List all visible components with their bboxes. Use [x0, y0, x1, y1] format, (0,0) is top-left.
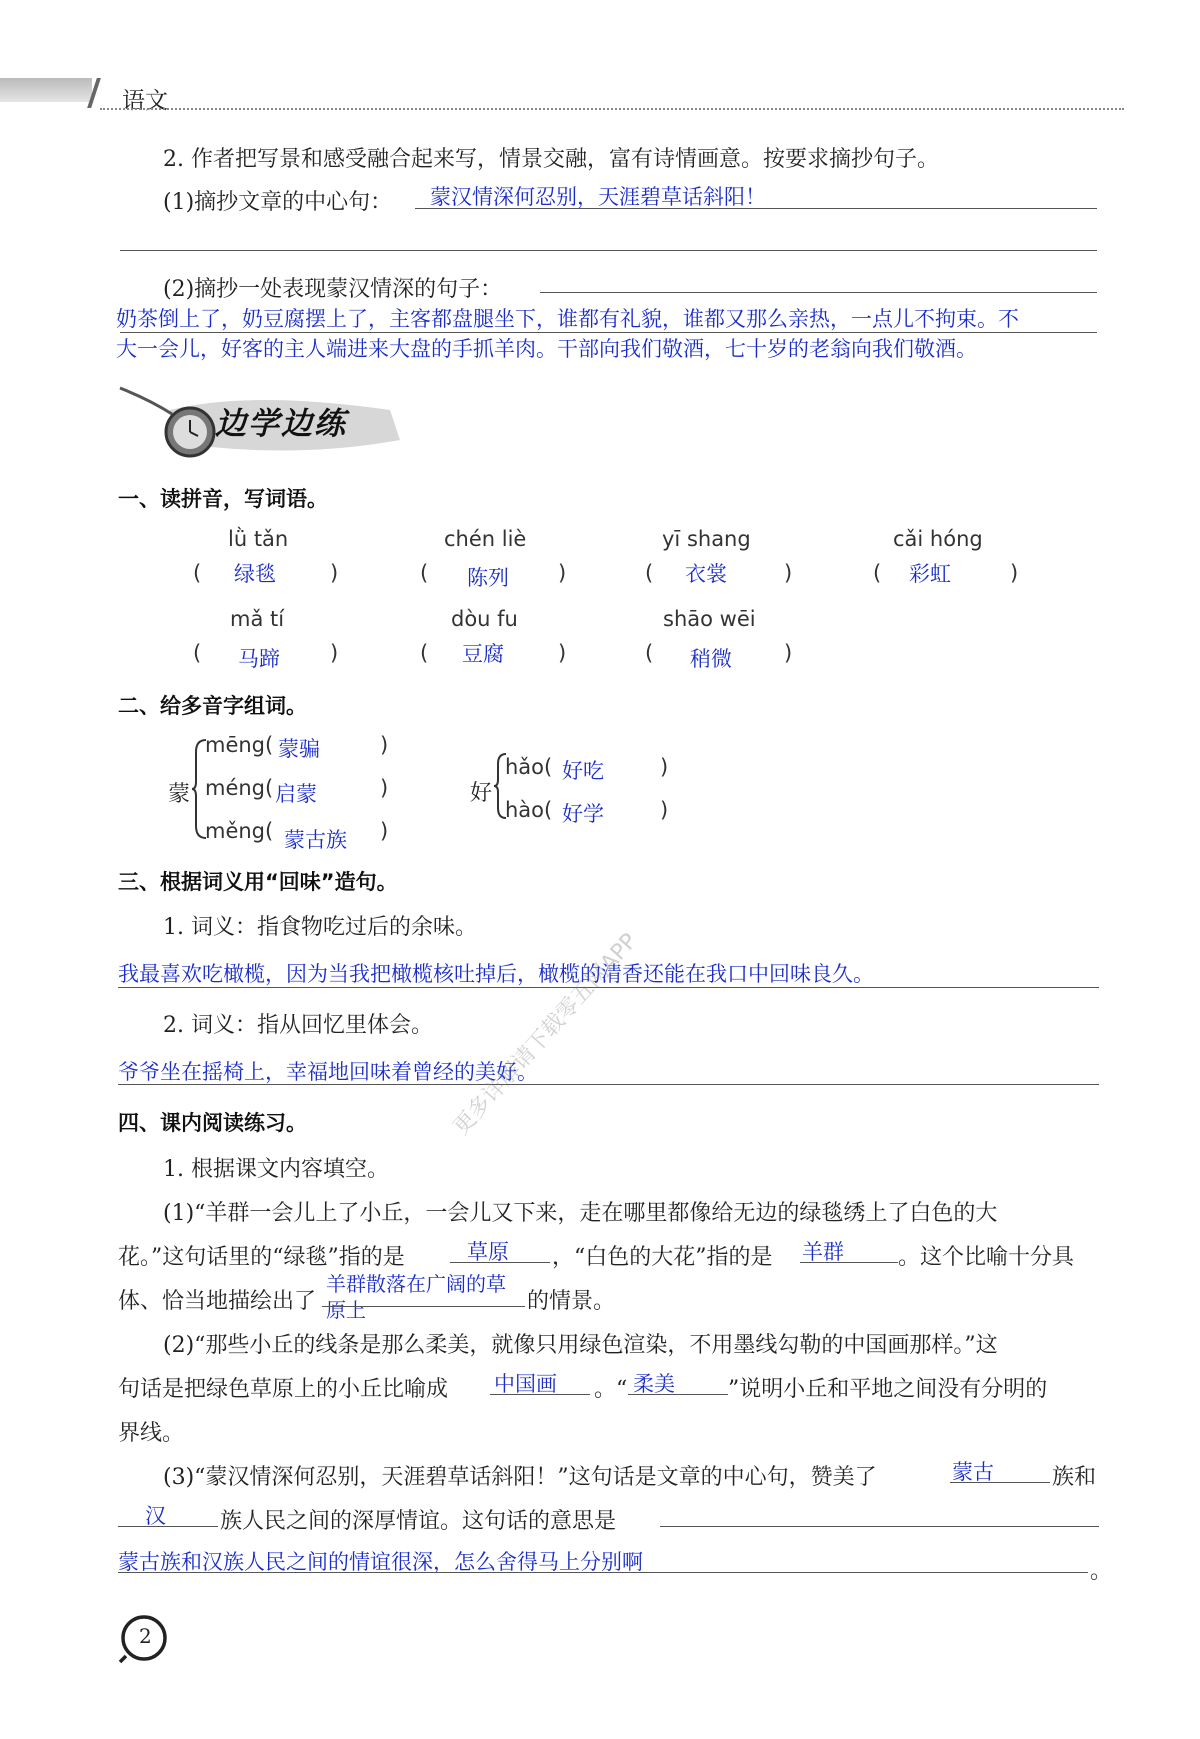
- s2-hao-pinyin-2: hào(: [505, 798, 553, 822]
- s2-meng-char: 蒙: [168, 782, 191, 807]
- s4-p3-blank4: [118, 1572, 1088, 1573]
- s1-answer-5: 马蹄: [238, 647, 280, 671]
- s4-p3-end: 。: [1090, 1559, 1113, 1584]
- paren: (: [420, 561, 429, 585]
- q2-p2-answer-2: 大一会儿，好客的主人端进来大盘的手抓羊肉。干部向我们敬酒，七十岁的老翁向我们敬酒。: [116, 337, 977, 361]
- s3-definition-2: 2. 词义：指从回忆里体会。: [163, 1013, 433, 1038]
- header-rule: [100, 108, 1124, 110]
- s4-p1-line1: (1)“羊群一会儿上了小丘，一会儿又下来，走在哪里都像给无边的绿毯绣上了白色的大: [163, 1201, 998, 1226]
- s1-pinyin-1: lǜ tǎn: [228, 527, 289, 551]
- s2-meng-pinyin-1: mēng(: [205, 733, 274, 757]
- s1-pinyin-2: chén liè: [444, 527, 527, 551]
- s4-p1-blank1: [450, 1262, 550, 1263]
- s4-p2-line3: 界线。: [118, 1421, 185, 1446]
- s2-meng-answer-2: 启蒙: [275, 782, 317, 806]
- paren: ): [784, 561, 793, 585]
- s1-pinyin-7: shāo wēi: [663, 607, 756, 631]
- paren: ): [330, 561, 339, 585]
- s4-p1-l2b: ，“白色的大花”指的是: [552, 1245, 773, 1270]
- s2-meng-answer-1: 蒙骗: [278, 737, 320, 761]
- paren: (: [193, 641, 202, 665]
- s4-p3-ans3: 蒙古族和汉族人民之间的情谊很深，怎么舍得马上分别啊: [118, 1550, 643, 1574]
- s4-p1-blank3: [322, 1306, 525, 1307]
- s4-p2-line1: (2)“那些小丘的线条是那么柔美，就像只用绿色渲染，不用墨线勾勒的中国画那样。”这: [163, 1333, 998, 1358]
- paren: ): [660, 798, 669, 822]
- s4-q1: 1. 根据课文内容填空。: [163, 1157, 389, 1182]
- paren: ): [380, 776, 389, 800]
- s4-p1-l3a: 体、恰当地描绘出了: [118, 1289, 317, 1314]
- paren: ): [1010, 561, 1019, 585]
- s1-answer-2: 陈列: [467, 566, 509, 590]
- s1-pinyin-5: mǎ tí: [230, 607, 285, 631]
- s2-hao-char: 好: [470, 781, 493, 806]
- s2-meng-pinyin-2: méng(: [205, 776, 274, 800]
- s1-pinyin-4: cǎi hóng: [893, 527, 983, 551]
- s4-p2-l2a: 句话是把绿色草原上的小丘比喻成: [118, 1377, 449, 1402]
- paren: ): [558, 641, 567, 665]
- s4-p1-ans3a: 羊群散落在广阔的草: [326, 1272, 506, 1296]
- s4-p1-blank2: [800, 1262, 898, 1263]
- s1-answer-6: 豆腐: [462, 642, 504, 666]
- header-subject: 语文: [122, 88, 168, 114]
- s2-hao-pinyin-1: hǎo(: [505, 755, 553, 779]
- s1-answer-7: 稍微: [690, 647, 732, 671]
- s3-heading: 三、根据词义用“回味”造句。: [118, 870, 398, 894]
- s4-p1-l2c: 。这个比喻十分具: [898, 1245, 1075, 1270]
- s3-answer-1: 我最喜欢吃橄榄，因为当我把橄榄核吐掉后，橄榄的清香还能在我口中回味良久。: [118, 962, 874, 986]
- s4-p1-l2a: 花。”这句话里的“绿毯”指的是: [118, 1245, 405, 1270]
- q2-p1-line2: [120, 250, 1097, 251]
- paren: ): [660, 755, 669, 779]
- s1-answer-3: 衣裳: [685, 562, 727, 586]
- s3-answer-2: 爷爷坐在摇椅上，幸福地回味着曾经的美好。: [118, 1060, 538, 1084]
- watermark: 更多详解请下载零五网APP: [448, 928, 643, 1141]
- s4-p3-ans1: 蒙古: [952, 1460, 994, 1484]
- s4-p1-l3b: 的情景。: [527, 1289, 616, 1314]
- q2-p1-label: (1)摘抄文章的中心句：: [163, 190, 393, 215]
- s3-definition-1: 1. 词义：指食物吃过后的余味。: [163, 915, 477, 940]
- q2-p1-answer: 蒙汉情深何忍别，天涯碧草话斜阳！: [430, 185, 766, 209]
- paren: (: [645, 641, 654, 665]
- s1-answer-4: 彩虹: [909, 562, 951, 586]
- header-bar: [0, 78, 92, 102]
- s4-p3-blank1: [950, 1482, 1050, 1483]
- q2-p2-answer-1: 奶茶倒上了，奶豆腐摆上了，主客都盘腿坐下，谁都有礼貌，谁都又那么亲热，一点儿不拘束。不: [116, 307, 1019, 331]
- q2-p2-label: (2)摘抄一处表现蒙汉情深的句子：: [163, 277, 503, 302]
- s1-answer-1: 绿毯: [234, 562, 276, 586]
- paren: ): [784, 641, 793, 665]
- s4-heading: 四、课内阅读练习。: [118, 1111, 307, 1135]
- paren: ): [380, 733, 389, 757]
- s4-p3-blank2: [118, 1526, 218, 1527]
- s1-pinyin-3: yī shang: [662, 527, 751, 551]
- s2-heading: 二、给多音字组词。: [118, 694, 307, 718]
- paren: (: [873, 561, 882, 585]
- paren: (: [645, 561, 654, 585]
- s2-hao-answer-1: 好吃: [562, 759, 604, 783]
- q2-p2-line1: [540, 292, 1097, 293]
- paren: (: [193, 561, 202, 585]
- s4-p2-ans2: 柔美: [633, 1372, 675, 1396]
- s4-p3-l1a: (3)“蒙汉情深何忍别，天涯碧草话斜阳！”这句话是文章的中心句，赞美了: [163, 1465, 877, 1490]
- s4-p2-blank2: [628, 1394, 728, 1395]
- s3-line-2: [118, 1084, 1099, 1085]
- s1-heading: 一、读拼音，写词语。: [118, 487, 328, 511]
- s2-meng-pinyin-3: měng(: [205, 819, 274, 843]
- page-number: 2: [139, 1624, 152, 1648]
- s4-p2-l2c: ”说明小丘和平地之间没有分明的: [728, 1377, 1048, 1402]
- s4-p2-l2b: 。“: [594, 1377, 628, 1402]
- paren: ): [380, 819, 389, 843]
- s4-p3-blank3: [660, 1526, 1099, 1527]
- banner-title: 边学边练: [215, 406, 347, 442]
- s1-pinyin-6: dòu fu: [451, 607, 518, 631]
- s4-p1-ans1: 草原: [467, 1240, 509, 1264]
- s2-meng-answer-3: 蒙古族: [284, 828, 347, 852]
- q2-intro: 2. 作者把写景和感受融合起来写，情景交融，富有诗情画意。按要求摘抄句子。: [163, 147, 939, 172]
- s4-p3-l1b: 族和: [1052, 1465, 1097, 1490]
- q2-p1-line: [415, 208, 1097, 209]
- s3-line-1: [118, 987, 1099, 988]
- s4-p1-ans3b: 原上: [326, 1298, 366, 1322]
- paren: (: [420, 641, 429, 665]
- s4-p3-l2a: 族人民之间的深厚情谊。这句话的意思是: [220, 1509, 617, 1534]
- paren: ): [558, 561, 567, 585]
- s4-p1-ans2: 羊群: [802, 1240, 844, 1264]
- paren: ): [330, 641, 339, 665]
- s4-p2-blank1: [490, 1394, 590, 1395]
- s2-hao-answer-2: 好学: [562, 802, 604, 826]
- s4-p2-ans1: 中国画: [494, 1372, 557, 1396]
- s4-p3-ans2: 汉: [145, 1504, 166, 1528]
